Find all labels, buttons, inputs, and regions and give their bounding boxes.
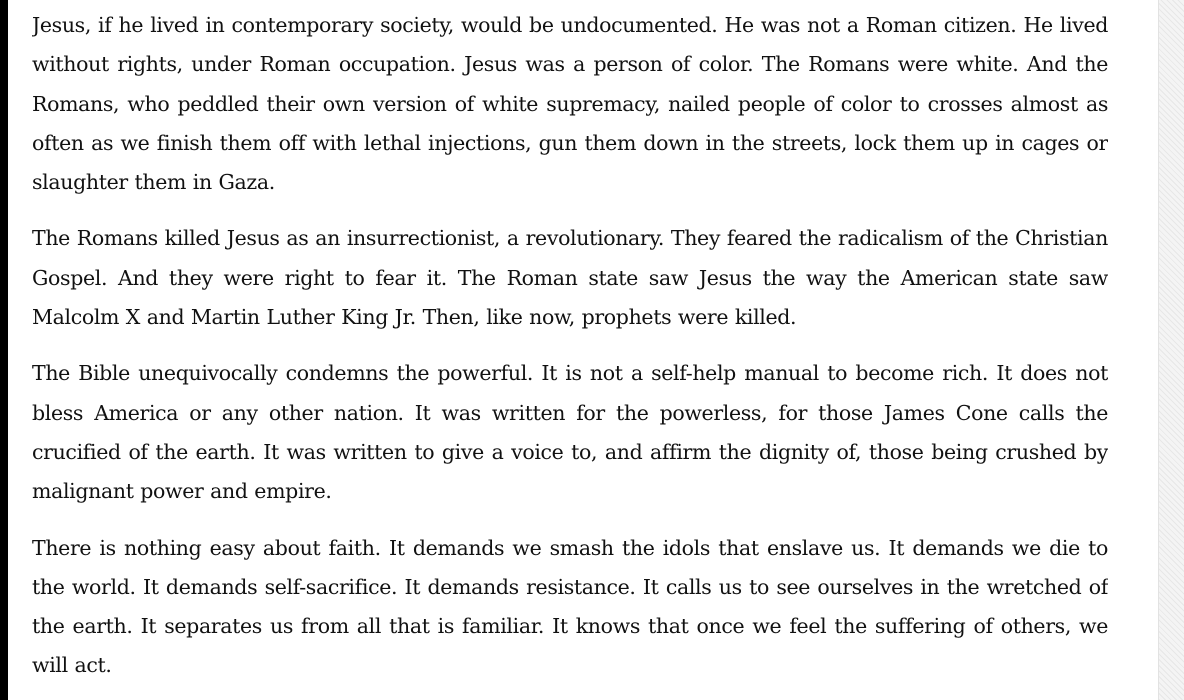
left-edge-bar — [0, 0, 8, 700]
right-sidebar-gutter — [1158, 0, 1184, 700]
article-paragraph-4: There is nothing easy about faith. It demands we smash the idols that enslave us. It demands we die to the world. It demands self-sacrifice. It demands resistance. It calls us to see ourselves in the wretched of the earth. It separates us from all that is familiar. It knows that once we feel the suffering of others, we will act. — [32, 535, 1108, 678]
article-body — [32, 0, 1108, 686]
article-paragraph-3: The Bible unequivocally condemns the powerful. It is not a self-help manual to become rich. It does not bless America or any other nation. It was written for the powerless, for those James Cone calls the crucified of the earth. It was written to give a voice to, and affirm the dignity of, those being crushed by malignant power and empire. — [32, 361, 1108, 504]
article-paragraph-1: Jesus, if he lived in contemporary society, would be undocumented. He was not a Roman citizen. He lived without rights, under Roman occupation. Jesus was a person of color. The Romans were white. And the Romans, who peddled their own version of white supremacy, nailed people of color to crosses almost as often as we finish them off with lethal injections, gun them down in the streets, lock them up in cages or slaughter them in Gaza. — [32, 13, 1108, 195]
article-paragraph-2: The Romans killed Jesus as an insurrectionist, a revolutionary. They feared the radicalism of the Christian Gospel. And they were right to fear it. The Roman state saw Jesus the way the American state saw Malcolm X and Martin Luther King Jr. Then, like now, prophets were killed. — [32, 226, 1108, 330]
article-column — [32, 0, 1108, 700]
